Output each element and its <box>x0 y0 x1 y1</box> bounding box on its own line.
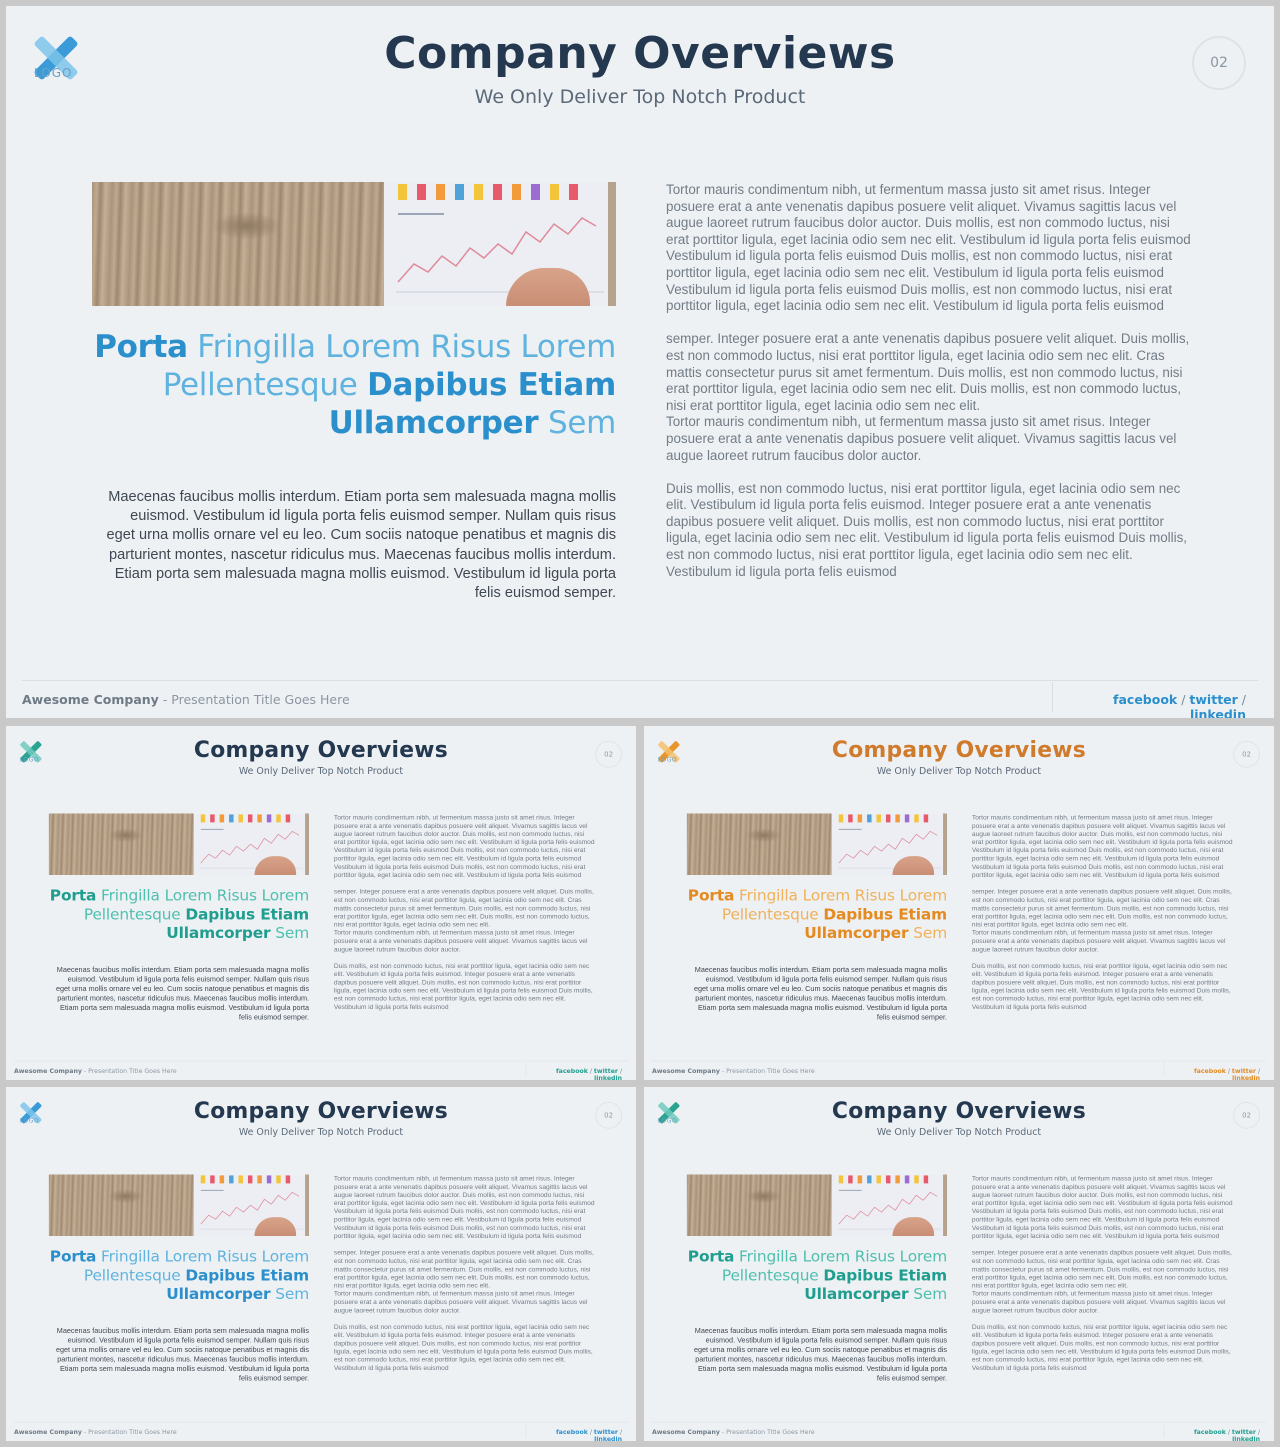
headline-light-2: Sem <box>538 405 616 441</box>
social-links: facebook / twitter / linkedin <box>555 1066 623 1080</box>
headline-light-2: Sem <box>908 1285 948 1304</box>
slide-subtitle: We Only Deliver Top Notch Product <box>876 1126 1042 1138</box>
slide-main[interactable] <box>6 6 1274 718</box>
headline-light-1: Fringilla Lorem Risus Lorem Pellentesque <box>721 886 948 924</box>
linkedin-link[interactable]: linkedin <box>1189 707 1246 718</box>
headline-light-2: Sem <box>270 1285 310 1304</box>
footer-title: Awesome Company - Presentation Title Goes Here <box>13 1066 177 1075</box>
slide-subtitle: We Only Deliver Top Notch Product <box>238 1126 404 1138</box>
slide-subtitle: We Only Deliver Top Notch Product <box>474 86 806 108</box>
wood-texture <box>49 813 194 875</box>
body-text-column <box>666 182 1192 580</box>
footer-company: Awesome Company <box>651 1066 720 1075</box>
body-paragraph-1: Tortor mauris condimentum nibh, ut fermentum massa justo sit amet risus. Integer posuere erat a ante venenatis dapibus posuere velit aliquet. Vivamus sagittis lacus vel augue laoreet rutrum faucibus dolor auctor. Duis mollis, est non commodo luctus, nisi erat porttitor ligula, eget lacinia odio sem nec elit. Vestibulum id ligula porta felis euismod Vestibulum id ligula porta felis euismod Duis mollis, est non commodo luctus, nisi erat porttitor ligula, eget lacinia odio sem nec elit. Vestibulum id ligula porta felis euismod Vestibulum id ligula porta felis euismod Duis mollis, est non commodo luctus, nisi erat porttitor ligula, eget lacinia odio sem nec elit. Vestibulum id ligula porta felis euismod <box>333 813 595 879</box>
page-number-badge: 02 <box>595 1102 622 1129</box>
slide-content <box>6 1087 636 1441</box>
headline-strong-2: Dapibus Etiam Ullamcorper <box>328 367 616 441</box>
headline-light-1: Fringilla Lorem Risus Lorem Pellentesque <box>162 329 616 403</box>
body-text-column <box>334 813 595 1011</box>
body-paragraph-2: semper. Integer posuere erat a ante venenatis dapibus posuere velit aliquet. Duis mollis, est non commodo luctus, nisi erat porttitor ligula, eget lacinia odio sem nec elit. Cras mattis consectetur purus sit amet fermentum. Duis mollis, est non commodo luctus, nisi erat porttitor ligula, eget lacinia odio sem nec elit. Duis mollis, est non commodo luctus, nisi erat porttitor ligula, eget lacinia odio sem nec elit. <box>971 887 1232 929</box>
slide-thumbnail-teal[interactable] <box>6 726 636 1080</box>
footer-presentation-title: Presentation Title Goes Here <box>726 1066 815 1075</box>
headline-strong-1: Porta <box>49 886 97 905</box>
footer-presentation-title: Presentation Title Goes Here <box>88 1427 177 1436</box>
headline-strong-1: Porta <box>49 1247 97 1266</box>
social-links: facebook / twitter / linkedin <box>1193 1427 1261 1441</box>
body-paragraph-3: Tortor mauris condimentum nibh, ut fermentum massa justo sit amet risus. Integer posuere erat a ante venenatis dapibus posuere velit aliquet. Vivamus sagittis lacus vel augue laoreet rutrum faucibus dolor auctor. <box>333 1289 588 1314</box>
slide-thumbnail-orange[interactable] <box>644 726 1274 1080</box>
twitter-link[interactable]: twitter <box>1231 1427 1256 1436</box>
slide-title: Company Overviews <box>193 736 449 763</box>
hero-photo <box>49 1174 309 1236</box>
logo-text: LOGO <box>34 66 73 80</box>
slide-title: Company Overviews <box>831 1097 1087 1124</box>
headline-light-2: Sem <box>908 924 948 943</box>
wood-texture <box>687 813 832 875</box>
wood-texture <box>92 182 384 306</box>
linkedin-link[interactable]: linkedin <box>594 1435 623 1441</box>
headline <box>684 886 947 943</box>
slide-thumbnail-teal-2[interactable] <box>644 1087 1274 1441</box>
slide-content <box>6 6 1274 718</box>
footer-divider-line <box>22 680 1258 681</box>
slide-subtitle: We Only Deliver Top Notch Product <box>876 765 1042 777</box>
headline-light-1: Fringilla Lorem Risus Lorem Pellentesque <box>83 1247 310 1285</box>
chart-paper <box>384 182 616 306</box>
body-text-column <box>972 813 1233 1011</box>
chart-paper <box>832 813 947 875</box>
body-paragraph-3: Tortor mauris condimentum nibh, ut fermentum massa justo sit amet risus. Integer posuere erat a ante venenatis dapibus posuere velit aliquet. Vivamus sagittis lacus vel augue laoreet rutrum faucibus dolor auctor. <box>971 1289 1226 1314</box>
body-paragraph-1: Tortor mauris condimentum nibh, ut fermentum massa justo sit amet risus. Integer posuere erat a ante venenatis dapibus posuere velit aliquet. Vivamus sagittis lacus vel augue laoreet rutrum faucibus dolor auctor. Duis mollis, est non commodo luctus, nisi erat porttitor ligula, eget lacinia odio sem nec elit. Vestibulum id ligula porta felis euismod Vestibulum id ligula porta felis euismod Duis mollis, est non commodo luctus, nisi erat porttitor ligula, eget lacinia odio sem nec elit. Vestibulum id ligula porta felis euismod Vestibulum id ligula porta felis euismod Duis mollis, est non commodo luctus, nisi erat porttitor ligula, eget lacinia odio sem nec elit. Vestibulum id ligula porta felis euismod <box>666 182 1191 314</box>
wood-texture <box>687 1174 832 1236</box>
headline-strong-2: Dapibus Etiam Ullamcorper <box>804 1266 948 1304</box>
page-number-badge: 02 <box>1192 36 1246 90</box>
intro-paragraph: Maecenas faucibus mollis interdum. Etiam porta sem malesuada magna mollis euismod. Vestibulum id ligula porta felis euismod semper. Nullam quis risus eget urna mollis ornare vel eu leo. Cum sociis natoque penatibus et magnis dis parturient montes, nascetur ridiculus mus. Maecenas faucibus mollis interdum. Etiam porta sem malesuada magna mollis euismod. Vestibulum id ligula porta felis euismod semper. <box>693 1326 948 1383</box>
footer-company: Awesome Company <box>651 1427 720 1436</box>
hero-photo <box>49 813 309 875</box>
footer-title: Awesome Company - Presentation Title Goes Here <box>22 692 350 707</box>
footer-title: Awesome Company - Presentation Title Goes Here <box>13 1427 177 1436</box>
headline-strong-1: Porta <box>687 886 735 905</box>
twitter-link[interactable]: twitter <box>593 1066 618 1075</box>
chart-paper <box>194 813 309 875</box>
body-paragraph-4: Duis mollis, est non commodo luctus, nisi erat porttitor ligula, eget lacinia odio sem nec elit. Vestibulum id ligula porta felis euismod. Integer posuere erat a ante venenatis dapibus posuere velit aliquet. Duis mollis, est non commodo luctus, nisi erat porttitor ligula, eget lacinia odio sem nec elit. Vestibulum id ligula porta felis euismod Duis mollis, est non commodo luctus, nisi erat porttitor ligula, eget lacinia odio sem nec elit. Vestibulum id ligula porta felis euismod <box>666 480 1188 579</box>
footer-presentation-title: Presentation Title Goes Here <box>88 1066 177 1075</box>
headline-strong-2: Dapibus Etiam Ullamcorper <box>804 905 948 943</box>
footer-company: Awesome Company <box>13 1066 82 1075</box>
body-paragraph-2: semper. Integer posuere erat a ante venenatis dapibus posuere velit aliquet. Duis mollis, est non commodo luctus, nisi erat porttitor ligula, eget lacinia odio sem nec elit. Cras mattis consectetur purus sit amet fermentum. Duis mollis, est non commodo luctus, nisi erat porttitor ligula, eget lacinia odio sem nec elit. Duis mollis, est non commodo luctus, nisi erat porttitor ligula, eget lacinia odio sem nec elit. <box>333 1248 594 1290</box>
intro-paragraph: Maecenas faucibus mollis interdum. Etiam porta sem malesuada magna mollis euismod. Vestibulum id ligula porta felis euismod semper. Nullam quis risus eget urna mollis ornare vel eu leo. Cum sociis natoque penatibus et magnis dis parturient montes, nascetur ridiculus mus. Maecenas faucibus mollis interdum. Etiam porta sem malesuada magna mollis euismod. Vestibulum id ligula porta felis euismod semper. <box>106 489 616 602</box>
logo-text: LOGO <box>657 755 678 763</box>
social-links: facebook / twitter / linkedin <box>555 1427 623 1441</box>
slide-content <box>644 1087 1274 1441</box>
headline-strong-1: Porta <box>687 1247 735 1266</box>
page-number-badge: 02 <box>1233 741 1260 768</box>
facebook-link[interactable]: facebook <box>1113 692 1178 707</box>
linkedin-link[interactable]: linkedin <box>1232 1074 1261 1080</box>
body-text-column <box>972 1174 1233 1372</box>
headline <box>46 886 309 943</box>
wood-texture <box>49 1174 194 1236</box>
facebook-link[interactable]: facebook <box>1193 1427 1226 1436</box>
body-paragraph-4: Duis mollis, est non commodo luctus, nisi erat porttitor ligula, eget lacinia odio sem nec elit. Vestibulum id ligula porta felis euismod. Integer posuere erat a ante venenatis dapibus posuere velit aliquet. Duis mollis, est non commodo luctus, nisi erat porttitor ligula, eget lacinia odio sem nec elit. Vestibulum id ligula porta felis euismod Duis mollis, est non commodo luctus, nisi erat porttitor ligula, eget lacinia odio sem nec elit. Vestibulum id ligula porta felis euismod <box>971 961 1231 1011</box>
slide-subtitle: We Only Deliver Top Notch Product <box>238 765 404 777</box>
headline-strong-2: Dapibus Etiam Ullamcorper <box>166 1266 310 1304</box>
body-paragraph-4: Duis mollis, est non commodo luctus, nisi erat porttitor ligula, eget lacinia odio sem nec elit. Vestibulum id ligula porta felis euismod. Integer posuere erat a ante venenatis dapibus posuere velit aliquet. Duis mollis, est non commodo luctus, nisi erat porttitor ligula, eget lacinia odio sem nec elit. Vestibulum id ligula porta felis euismod Duis mollis, est non commodo luctus, nisi erat porttitor ligula, eget lacinia odio sem nec elit. Vestibulum id ligula porta felis euismod <box>971 1322 1231 1372</box>
chart-paper <box>194 1174 309 1236</box>
slide-title: Company Overviews <box>831 736 1087 763</box>
body-paragraph-2: semper. Integer posuere erat a ante venenatis dapibus posuere velit aliquet. Duis mollis, est non commodo luctus, nisi erat porttitor ligula, eget lacinia odio sem nec elit. Cras mattis consectetur purus sit amet fermentum. Duis mollis, est non commodo luctus, nisi erat porttitor ligula, eget lacinia odio sem nec elit. Duis mollis, est non commodo luctus, nisi erat porttitor ligula, eget lacinia odio sem nec elit. <box>666 331 1190 413</box>
footer-title: Awesome Company - Presentation Title Goes Here <box>651 1427 815 1436</box>
headline <box>46 1247 309 1304</box>
footer-vertical-divider <box>1052 682 1053 712</box>
footer-presentation-title: Presentation Title Goes Here <box>171 692 350 707</box>
hero-photo <box>687 1174 947 1236</box>
chart-paper <box>832 1174 947 1236</box>
twitter-link[interactable]: twitter <box>1231 1066 1256 1075</box>
intro-paragraph: Maecenas faucibus mollis interdum. Etiam porta sem malesuada magna mollis euismod. Vestibulum id ligula porta felis euismod semper. Nullam quis risus eget urna mollis ornare vel eu leo. Cum sociis natoque penatibus et magnis dis parturient montes, nascetur ridiculus mus. Maecenas faucibus mollis interdum. Etiam porta sem malesuada magna mollis euismod. Vestibulum id ligula porta felis euismod semper. <box>693 965 948 1022</box>
headline-strong-1: Porta <box>94 329 188 365</box>
linkedin-link[interactable]: linkedin <box>594 1074 623 1080</box>
body-paragraph-3: Tortor mauris condimentum nibh, ut fermentum massa justo sit amet risus. Integer posuere erat a ante venenatis dapibus posuere velit aliquet. Vivamus sagittis lacus vel augue laoreet rutrum faucibus dolor auctor. <box>333 928 588 953</box>
headline-strong-2: Dapibus Etiam Ullamcorper <box>166 905 310 943</box>
slide-thumbnail-blue[interactable] <box>6 1087 636 1441</box>
twitter-link[interactable]: twitter <box>593 1427 618 1436</box>
intro-paragraph: Maecenas faucibus mollis interdum. Etiam porta sem malesuada magna mollis euismod. Vestibulum id ligula porta felis euismod semper. Nullam quis risus eget urna mollis ornare vel eu leo. Cum sociis natoque penatibus et magnis dis parturient montes, nascetur ridiculus mus. Maecenas faucibus mollis interdum. Etiam porta sem malesuada magna mollis euismod. Vestibulum id ligula porta felis euismod semper. <box>55 1326 310 1383</box>
logo-text: LOGO <box>19 755 40 763</box>
body-paragraph-2: semper. Integer posuere erat a ante venenatis dapibus posuere velit aliquet. Duis mollis, est non commodo luctus, nisi erat porttitor ligula, eget lacinia odio sem nec elit. Cras mattis consectetur purus sit amet fermentum. Duis mollis, est non commodo luctus, nisi erat porttitor ligula, eget lacinia odio sem nec elit. Duis mollis, est non commodo luctus, nisi erat porttitor ligula, eget lacinia odio sem nec elit. <box>971 1248 1232 1290</box>
facebook-link[interactable]: facebook <box>555 1427 588 1436</box>
footer-title: Awesome Company - Presentation Title Goes Here <box>651 1066 815 1075</box>
facebook-link[interactable]: facebook <box>555 1066 588 1075</box>
facebook-link[interactable]: facebook <box>1193 1066 1226 1075</box>
headline <box>684 1247 947 1304</box>
body-paragraph-1: Tortor mauris condimentum nibh, ut fermentum massa justo sit amet risus. Integer posuere erat a ante venenatis dapibus posuere velit aliquet. Vivamus sagittis lacus vel augue laoreet rutrum faucibus dolor auctor. Duis mollis, est non commodo luctus, nisi erat porttitor ligula, eget lacinia odio sem nec elit. Vestibulum id ligula porta felis euismod Vestibulum id ligula porta felis euismod Duis mollis, est non commodo luctus, nisi erat porttitor ligula, eget lacinia odio sem nec elit. Vestibulum id ligula porta felis euismod Vestibulum id ligula porta felis euismod Duis mollis, est non commodo luctus, nisi erat porttitor ligula, eget lacinia odio sem nec elit. Vestibulum id ligula porta felis euismod <box>333 1174 595 1240</box>
body-paragraph-1: Tortor mauris condimentum nibh, ut fermentum massa justo sit amet risus. Integer posuere erat a ante venenatis dapibus posuere velit aliquet. Vivamus sagittis lacus vel augue laoreet rutrum faucibus dolor auctor. Duis mollis, est non commodo luctus, nisi erat porttitor ligula, eget lacinia odio sem nec elit. Vestibulum id ligula porta felis euismod Vestibulum id ligula porta felis euismod Duis mollis, est non commodo luctus, nisi erat porttitor ligula, eget lacinia odio sem nec elit. Vestibulum id ligula porta felis euismod Vestibulum id ligula porta felis euismod Duis mollis, est non commodo luctus, nisi erat porttitor ligula, eget lacinia odio sem nec elit. Vestibulum id ligula porta felis euismod <box>971 813 1233 879</box>
body-paragraph-3: Tortor mauris condimentum nibh, ut fermentum massa justo sit amet risus. Integer posuere erat a ante venenatis dapibus posuere velit aliquet. Vivamus sagittis lacus vel augue laoreet rutrum faucibus dolor auctor. <box>666 414 1177 463</box>
body-paragraph-1: Tortor mauris condimentum nibh, ut fermentum massa justo sit amet risus. Integer posuere erat a ante venenatis dapibus posuere velit aliquet. Vivamus sagittis lacus vel augue laoreet rutrum faucibus dolor auctor. Duis mollis, est non commodo luctus, nisi erat porttitor ligula, eget lacinia odio sem nec elit. Vestibulum id ligula porta felis euismod Vestibulum id ligula porta felis euismod Duis mollis, est non commodo luctus, nisi erat porttitor ligula, eget lacinia odio sem nec elit. Vestibulum id ligula porta felis euismod Vestibulum id ligula porta felis euismod Duis mollis, est non commodo luctus, nisi erat porttitor ligula, eget lacinia odio sem nec elit. Vestibulum id ligula porta felis euismod <box>971 1174 1233 1240</box>
body-paragraph-3: Tortor mauris condimentum nibh, ut fermentum massa justo sit amet risus. Integer posuere erat a ante venenatis dapibus posuere velit aliquet. Vivamus sagittis lacus vel augue laoreet rutrum faucibus dolor auctor. <box>971 928 1226 953</box>
slide-title: Company Overviews <box>193 1097 449 1124</box>
footer-presentation-title: Presentation Title Goes Here <box>726 1427 815 1436</box>
social-links: facebook / twitter / linkedin <box>1066 692 1246 718</box>
slide-content <box>644 726 1274 1080</box>
body-text-column <box>334 1174 595 1372</box>
page-number-badge: 02 <box>595 741 622 768</box>
body-paragraph-4: Duis mollis, est non commodo luctus, nisi erat porttitor ligula, eget lacinia odio sem nec elit. Vestibulum id ligula porta felis euismod. Integer posuere erat a ante venenatis dapibus posuere velit aliquet. Duis mollis, est non commodo luctus, nisi erat porttitor ligula, eget lacinia odio sem nec elit. Vestibulum id ligula porta felis euismod Duis mollis, est non commodo luctus, nisi erat porttitor ligula, eget lacinia odio sem nec elit. Vestibulum id ligula porta felis euismod <box>333 1322 593 1372</box>
body-paragraph-2: semper. Integer posuere erat a ante venenatis dapibus posuere velit aliquet. Duis mollis, est non commodo luctus, nisi erat porttitor ligula, eget lacinia odio sem nec elit. Cras mattis consectetur purus sit amet fermentum. Duis mollis, est non commodo luctus, nisi erat porttitor ligula, eget lacinia odio sem nec elit. Duis mollis, est non commodo luctus, nisi erat porttitor ligula, eget lacinia odio sem nec elit. <box>333 887 594 929</box>
logo-text: LOGO <box>657 1116 678 1124</box>
footer-company: Awesome Company <box>13 1427 82 1436</box>
hero-photo <box>687 813 947 875</box>
logo-text: LOGO <box>19 1116 40 1124</box>
headline-light-1: Fringilla Lorem Risus Lorem Pellentesque <box>721 1247 948 1285</box>
page-number-badge: 02 <box>1233 1102 1260 1129</box>
footer-company: Awesome Company <box>22 692 159 707</box>
twitter-link[interactable]: twitter <box>1189 692 1238 707</box>
slide-title: Company Overviews <box>384 28 896 79</box>
headline <box>86 328 616 442</box>
headline-light-1: Fringilla Lorem Risus Lorem Pellentesque <box>83 886 310 924</box>
body-paragraph-4: Duis mollis, est non commodo luctus, nisi erat porttitor ligula, eget lacinia odio sem nec elit. Vestibulum id ligula porta felis euismod. Integer posuere erat a ante venenatis dapibus posuere velit aliquet. Duis mollis, est non commodo luctus, nisi erat porttitor ligula, eget lacinia odio sem nec elit. Vestibulum id ligula porta felis euismod Duis mollis, est non commodo luctus, nisi erat porttitor ligula, eget lacinia odio sem nec elit. Vestibulum id ligula porta felis euismod <box>333 961 593 1011</box>
headline-light-2: Sem <box>270 924 310 943</box>
slide-content <box>6 726 636 1080</box>
hero-photo <box>92 182 616 306</box>
intro-paragraph: Maecenas faucibus mollis interdum. Etiam porta sem malesuada magna mollis euismod. Vestibulum id ligula porta felis euismod semper. Nullam quis risus eget urna mollis ornare vel eu leo. Cum sociis natoque penatibus et magnis dis parturient montes, nascetur ridiculus mus. Maecenas faucibus mollis interdum. Etiam porta sem malesuada magna mollis euismod. Vestibulum id ligula porta felis euismod semper. <box>55 965 310 1022</box>
linkedin-link[interactable]: linkedin <box>1232 1435 1261 1441</box>
social-links: facebook / twitter / linkedin <box>1193 1066 1261 1080</box>
